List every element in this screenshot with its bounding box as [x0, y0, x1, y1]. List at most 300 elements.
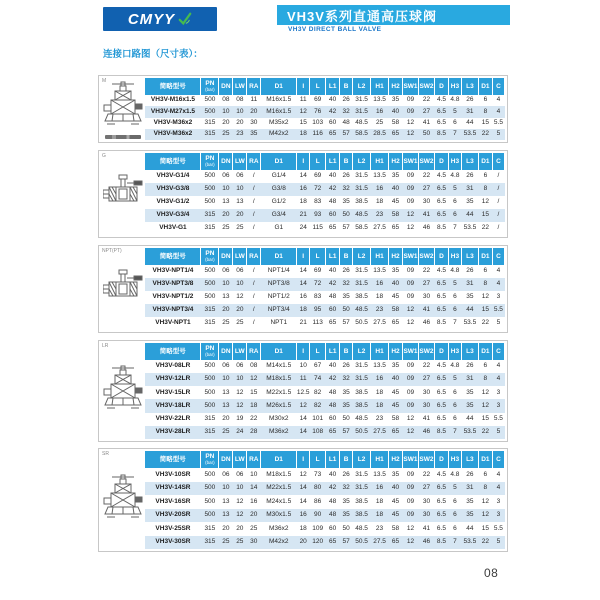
data-cell: 27 [419, 106, 435, 117]
column-header: L3 [461, 343, 478, 360]
data-cell: 46 [422, 319, 431, 327]
data-cell: 06 [222, 470, 230, 478]
data-cell: / [252, 198, 255, 206]
column-header: B [340, 153, 353, 170]
table-header-row [145, 451, 505, 468]
data-cell: 12 [403, 129, 419, 140]
data-cell: 13 [222, 198, 230, 206]
data-cell: 8.5 [434, 426, 448, 439]
data-cell: M36x2 [268, 524, 289, 532]
connection-type-label: NPT(PT) [102, 248, 122, 254]
data-cell: 4.5 [436, 267, 446, 275]
data-cell: 4.5 [436, 470, 446, 478]
model-cell: VH3V-G1 [159, 224, 187, 232]
column-header: D [434, 343, 448, 360]
data-cell: 40 [389, 278, 403, 291]
data-cell: 50 [340, 209, 353, 222]
model-cell: VH3V-12LR [145, 373, 201, 386]
data-cell: 20 [219, 209, 233, 222]
data-cell: M36x2 [261, 426, 297, 439]
data-cell: 72 [310, 183, 326, 196]
data-cell: 500 [204, 470, 216, 478]
data-cell: 45 [391, 198, 400, 206]
data-cell: 26 [466, 172, 474, 180]
data-cell: 12 [481, 198, 489, 206]
data-cell: 57 [340, 426, 353, 439]
data-cell: 315 [204, 118, 216, 126]
data-cell: 06 [222, 172, 230, 180]
data-cell: 69 [314, 267, 322, 275]
data-cell: 4.8 [450, 267, 460, 275]
data-cell: 25 [236, 319, 244, 327]
data-cell: 35 [466, 198, 474, 206]
column-header: DN [219, 343, 233, 360]
data-cell: 15 [481, 524, 489, 532]
data-cell: 46 [422, 224, 431, 232]
valve-diagram-vertical [103, 364, 143, 418]
dimension-table [145, 248, 505, 330]
data-cell: 13 [222, 497, 230, 505]
model-cell: VH3V-NPT1/4 [152, 267, 194, 275]
data-cell: 22 [481, 224, 489, 232]
column-header: B [340, 451, 353, 468]
data-cell: 3 [492, 509, 504, 523]
data-cell: 10 [219, 482, 233, 496]
column-header: D [434, 451, 448, 468]
connection-type-label: M [102, 78, 107, 84]
data-cell: 65 [329, 224, 337, 232]
data-cell: 25 [375, 118, 384, 126]
data-cell: 19 [236, 414, 244, 422]
data-cell: 31.5 [353, 183, 371, 196]
data-cell: 83 [314, 198, 322, 206]
data-cell: 25 [219, 536, 233, 550]
table-row [145, 468, 505, 482]
data-cell: 42 [326, 106, 340, 117]
table-row [145, 291, 505, 304]
data-cell: 3 [492, 399, 504, 412]
data-cell: 21 [297, 209, 310, 222]
column-header: PN (bar) [201, 451, 219, 468]
data-cell: 27.5 [371, 426, 389, 439]
data-cell: 20 [236, 118, 244, 126]
column-header: H3 [448, 248, 461, 265]
data-cell: 82 [314, 388, 322, 396]
data-cell: 09 [406, 172, 415, 180]
connection-type-label: G [102, 153, 106, 159]
data-cell: 44 [466, 118, 474, 126]
data-cell: 22 [478, 129, 492, 140]
column-header: SW2 [418, 343, 434, 360]
data-cell: 35 [340, 399, 353, 412]
column-header: L2 [353, 78, 371, 95]
data-cell: 18 [247, 399, 261, 412]
table-row [145, 399, 505, 412]
data-cell: 12 [478, 509, 492, 523]
table-row [145, 509, 505, 523]
column-header: L3 [461, 248, 478, 265]
data-cell: 11 [297, 373, 310, 386]
valve-diagram-vertical [103, 473, 143, 527]
data-cell: 50 [342, 524, 350, 532]
data-cell: 10 [233, 482, 247, 496]
column-header: H2 [389, 343, 403, 360]
data-cell: 16 [371, 278, 389, 291]
column-header: SW1 [403, 343, 419, 360]
data-cell: 45 [391, 388, 400, 396]
data-cell: 09 [406, 267, 415, 275]
data-cell: 27.5 [373, 224, 386, 232]
data-cell: 48 [329, 198, 337, 206]
connection-type-label: LR [102, 343, 109, 349]
data-cell: 12 [406, 118, 415, 126]
data-cell: 31 [461, 482, 478, 496]
data-cell: G3/8 [261, 183, 297, 196]
column-header: DN [219, 78, 233, 95]
data-cell: 65 [391, 224, 400, 232]
data-cell: 60 [329, 118, 337, 126]
data-cell: 20 [297, 536, 310, 550]
data-cell: 18 [299, 198, 307, 206]
column-header: D1 [261, 78, 297, 95]
data-cell: 6.5 [436, 388, 446, 396]
data-cell: / [497, 172, 500, 180]
data-cell: 26 [342, 172, 350, 180]
model-cell: VH3V-15LR [155, 388, 191, 396]
column-header: H1 [371, 343, 389, 360]
data-cell: 50.5 [353, 426, 371, 439]
data-cell: 58.5 [353, 129, 371, 140]
column-header: L3 [461, 451, 478, 468]
data-cell: 58 [389, 209, 403, 222]
data-cell: / [252, 267, 255, 275]
data-cell: 24 [233, 426, 247, 439]
check-swoosh-icon [178, 12, 192, 26]
data-cell: 4 [492, 106, 504, 117]
data-cell: 76 [310, 106, 326, 117]
model-cell: VH3V-30SR [145, 536, 201, 550]
data-cell: 25 [222, 319, 230, 327]
data-cell: 10 [219, 278, 233, 291]
table-row [145, 209, 505, 222]
data-cell: 09 [403, 183, 419, 196]
data-cell: 15 [478, 304, 492, 317]
data-cell: 14 [299, 267, 307, 275]
data-cell: 4 [496, 362, 501, 370]
data-cell: 57 [340, 536, 353, 550]
data-cell: 23 [233, 129, 247, 140]
data-cell: 12 [233, 399, 247, 412]
data-cell: 86 [314, 497, 322, 505]
data-cell: 65 [329, 319, 337, 327]
data-cell: 50.5 [355, 319, 368, 327]
data-cell: 6 [453, 388, 457, 396]
data-cell: 14 [297, 426, 310, 439]
table-row [145, 426, 505, 439]
table-header-row [145, 248, 505, 265]
column-header: LW [233, 343, 247, 360]
model-cell: VH3V-14SR [145, 482, 201, 496]
dimension-table [145, 451, 505, 549]
column-header: H1 [371, 248, 389, 265]
data-cell: 6.5 [434, 183, 448, 196]
table-row [145, 95, 505, 106]
data-cell: 65 [326, 129, 340, 140]
data-cell: 5 [448, 183, 461, 196]
data-cell: 45 [391, 293, 400, 301]
data-cell: 83 [314, 293, 322, 301]
data-cell: 109 [312, 524, 324, 532]
data-cell: 4.8 [450, 172, 460, 180]
data-cell: 3 [496, 293, 501, 301]
data-cell: 10 [250, 470, 258, 478]
column-header: B [340, 78, 353, 95]
column-header: I [297, 451, 310, 468]
data-cell: 35 [391, 172, 400, 180]
data-cell: 30 [247, 536, 261, 550]
data-cell: 500 [204, 293, 216, 301]
data-cell: 115 [312, 224, 323, 232]
data-cell: 45 [391, 497, 400, 505]
model-cell: VH3V-M27x1.5 [145, 106, 201, 117]
valve-diagram-vertical [103, 80, 143, 134]
data-cell: 09 [403, 373, 419, 386]
data-cell: 26 [342, 470, 350, 478]
data-cell: 116 [310, 129, 326, 140]
data-cell: 12 [481, 293, 489, 301]
data-cell: 12 [236, 497, 244, 505]
data-cell: 4 [492, 482, 504, 496]
data-cell: M16x1.5 [266, 96, 292, 104]
data-cell: 73 [314, 470, 322, 478]
data-cell: 22 [481, 319, 489, 327]
data-cell: 7 [448, 426, 461, 439]
data-cell: 27.5 [371, 536, 389, 550]
data-cell: 14 [297, 278, 310, 291]
data-cell: 8 [478, 373, 492, 386]
table-header-row [145, 78, 505, 95]
table-header-row [145, 153, 505, 170]
column-header: C [492, 153, 504, 170]
data-cell: 09 [406, 96, 415, 104]
data-cell: 35 [342, 293, 350, 301]
brand-logo [103, 7, 217, 31]
data-cell: 22 [422, 96, 431, 104]
data-cell: 31.5 [353, 278, 371, 291]
data-cell: 20 [222, 524, 230, 532]
data-cell: 28 [247, 426, 261, 439]
data-cell: 48.5 [355, 118, 368, 126]
data-cell: 45 [389, 399, 403, 412]
data-cell: 53.5 [461, 129, 478, 140]
data-cell: 18 [297, 304, 310, 317]
data-cell: 95 [310, 304, 326, 317]
data-cell: 14 [247, 482, 261, 496]
data-cell: 10 [233, 106, 247, 117]
column-header: LW [233, 451, 247, 468]
data-cell: 13 [236, 198, 244, 206]
data-cell: 35 [342, 497, 350, 505]
data-cell: 06 [236, 470, 244, 478]
spec-table-section [98, 75, 508, 143]
data-cell: 06 [236, 172, 244, 180]
data-cell: 31.5 [353, 373, 371, 386]
data-cell: 35 [466, 497, 474, 505]
column-header: C [492, 78, 504, 95]
data-cell: M26x1.5 [261, 399, 297, 412]
data-cell: 315 [201, 209, 219, 222]
data-cell: 12 [481, 388, 489, 396]
data-cell: 30 [422, 198, 431, 206]
data-cell: 8 [478, 278, 492, 291]
data-cell: 315 [204, 319, 216, 327]
data-cell: 16 [371, 183, 389, 196]
data-cell: 58.5 [355, 224, 368, 232]
data-cell: 22 [478, 536, 492, 550]
data-cell: 6.5 [434, 373, 448, 386]
data-cell: / [252, 293, 255, 301]
data-cell: 11 [250, 96, 258, 104]
column-header: L2 [353, 248, 371, 265]
model-cell: VH3V-NPT3/4 [145, 304, 201, 317]
column-header: L [310, 451, 326, 468]
data-cell: NPT1/4 [267, 267, 290, 275]
data-cell: 20 [222, 118, 230, 126]
data-cell: G1/2 [271, 198, 286, 206]
data-cell: 32 [340, 482, 353, 496]
column-header: L1 [326, 451, 340, 468]
data-cell: 41 [419, 209, 435, 222]
data-cell: M16x1.5 [261, 106, 297, 117]
data-cell: 26 [342, 362, 350, 370]
column-header: D1 [478, 343, 492, 360]
data-cell: 57 [342, 224, 350, 232]
data-cell: 48 [326, 509, 340, 523]
data-cell: 40 [389, 183, 403, 196]
data-cell: / [497, 224, 500, 232]
data-cell: 13.5 [373, 362, 386, 370]
data-cell: 6.5 [434, 304, 448, 317]
data-cell: 58 [389, 304, 403, 317]
column-header: D [434, 248, 448, 265]
data-cell: 38.5 [355, 497, 368, 505]
data-cell: 09 [406, 470, 415, 478]
data-cell: 48.5 [355, 414, 368, 422]
data-cell: 22 [250, 414, 258, 422]
column-header: 简略型号 [145, 248, 201, 265]
data-cell: 42 [326, 278, 340, 291]
data-cell: 12 [233, 509, 247, 523]
data-cell: 46 [418, 536, 434, 550]
data-cell: 8.5 [436, 224, 446, 232]
data-cell: 20 [247, 106, 261, 117]
data-cell: / [252, 224, 255, 232]
data-cell: 315 [201, 536, 219, 550]
data-cell: 6 [453, 118, 457, 126]
data-cell: 6 [448, 399, 461, 412]
data-cell: 09 [406, 293, 415, 301]
column-header: RA [247, 451, 261, 468]
data-cell: 12 [297, 399, 310, 412]
data-cell: 315 [201, 304, 219, 317]
data-cell: 6.5 [436, 118, 446, 126]
data-cell: / [252, 172, 255, 180]
data-cell: 500 [204, 96, 216, 104]
data-cell: G3/4 [261, 209, 297, 222]
data-cell: 35 [466, 388, 474, 396]
data-cell: 08 [222, 96, 230, 104]
data-cell: 4.5 [436, 96, 446, 104]
data-cell: 65 [326, 536, 340, 550]
data-cell: 4.8 [450, 96, 460, 104]
column-header: I [297, 343, 310, 360]
data-cell: 27 [418, 373, 434, 386]
data-cell: 14 [299, 172, 307, 180]
data-cell: 40 [329, 172, 337, 180]
table-row [145, 170, 505, 183]
data-cell: 15 [299, 118, 307, 126]
table-row [145, 482, 505, 496]
data-cell: 20 [247, 509, 261, 523]
model-cell: VH3V-18LR [145, 399, 201, 412]
table-row [145, 196, 505, 209]
column-header: C [492, 451, 504, 468]
data-cell: 13 [222, 293, 230, 301]
column-header: H1 [371, 451, 389, 468]
column-header: LW [233, 153, 247, 170]
column-header: 简略型号 [145, 451, 201, 468]
data-cell: 18 [371, 399, 389, 412]
data-cell: 72 [310, 278, 326, 291]
data-cell: / [247, 183, 261, 196]
data-cell: 35 [391, 267, 400, 275]
data-cell: 6 [483, 172, 488, 180]
data-cell: 26 [342, 96, 350, 104]
column-header: D1 [261, 343, 297, 360]
data-cell: 4 [496, 267, 501, 275]
data-cell: 48.5 [353, 209, 371, 222]
model-cell: VH3V-M36x2 [145, 129, 201, 140]
spec-table-section [98, 340, 508, 442]
column-header: L1 [326, 78, 340, 95]
table-row [145, 278, 505, 291]
column-header: L [310, 153, 326, 170]
model-cell: VH3V-25SR [155, 524, 191, 532]
column-header: D [434, 153, 448, 170]
column-header: I [297, 153, 310, 170]
data-cell: 31.5 [355, 96, 368, 104]
data-cell: 35 [247, 129, 261, 140]
data-cell: 5.5 [492, 304, 504, 317]
model-cell: VH3V-08LR [155, 362, 191, 370]
data-cell: 4 [496, 96, 501, 104]
data-cell: 18 [375, 388, 384, 396]
data-cell: 12 [402, 536, 418, 550]
column-header: D1 [478, 78, 492, 95]
data-cell: 26 [466, 267, 474, 275]
column-header: RA [247, 248, 261, 265]
data-cell: 8.5 [434, 129, 448, 140]
data-cell: 44 [461, 209, 478, 222]
column-header: 简略型号 [145, 343, 201, 360]
valve-diagram-cell [101, 78, 145, 140]
data-cell: 14 [297, 482, 310, 496]
page-title: VH3V系列直通高压球阀 [277, 5, 510, 25]
data-cell: 65 [391, 319, 400, 327]
data-cell: 4 [496, 470, 501, 478]
column-header: D1 [478, 248, 492, 265]
data-cell: 12 [403, 426, 419, 439]
